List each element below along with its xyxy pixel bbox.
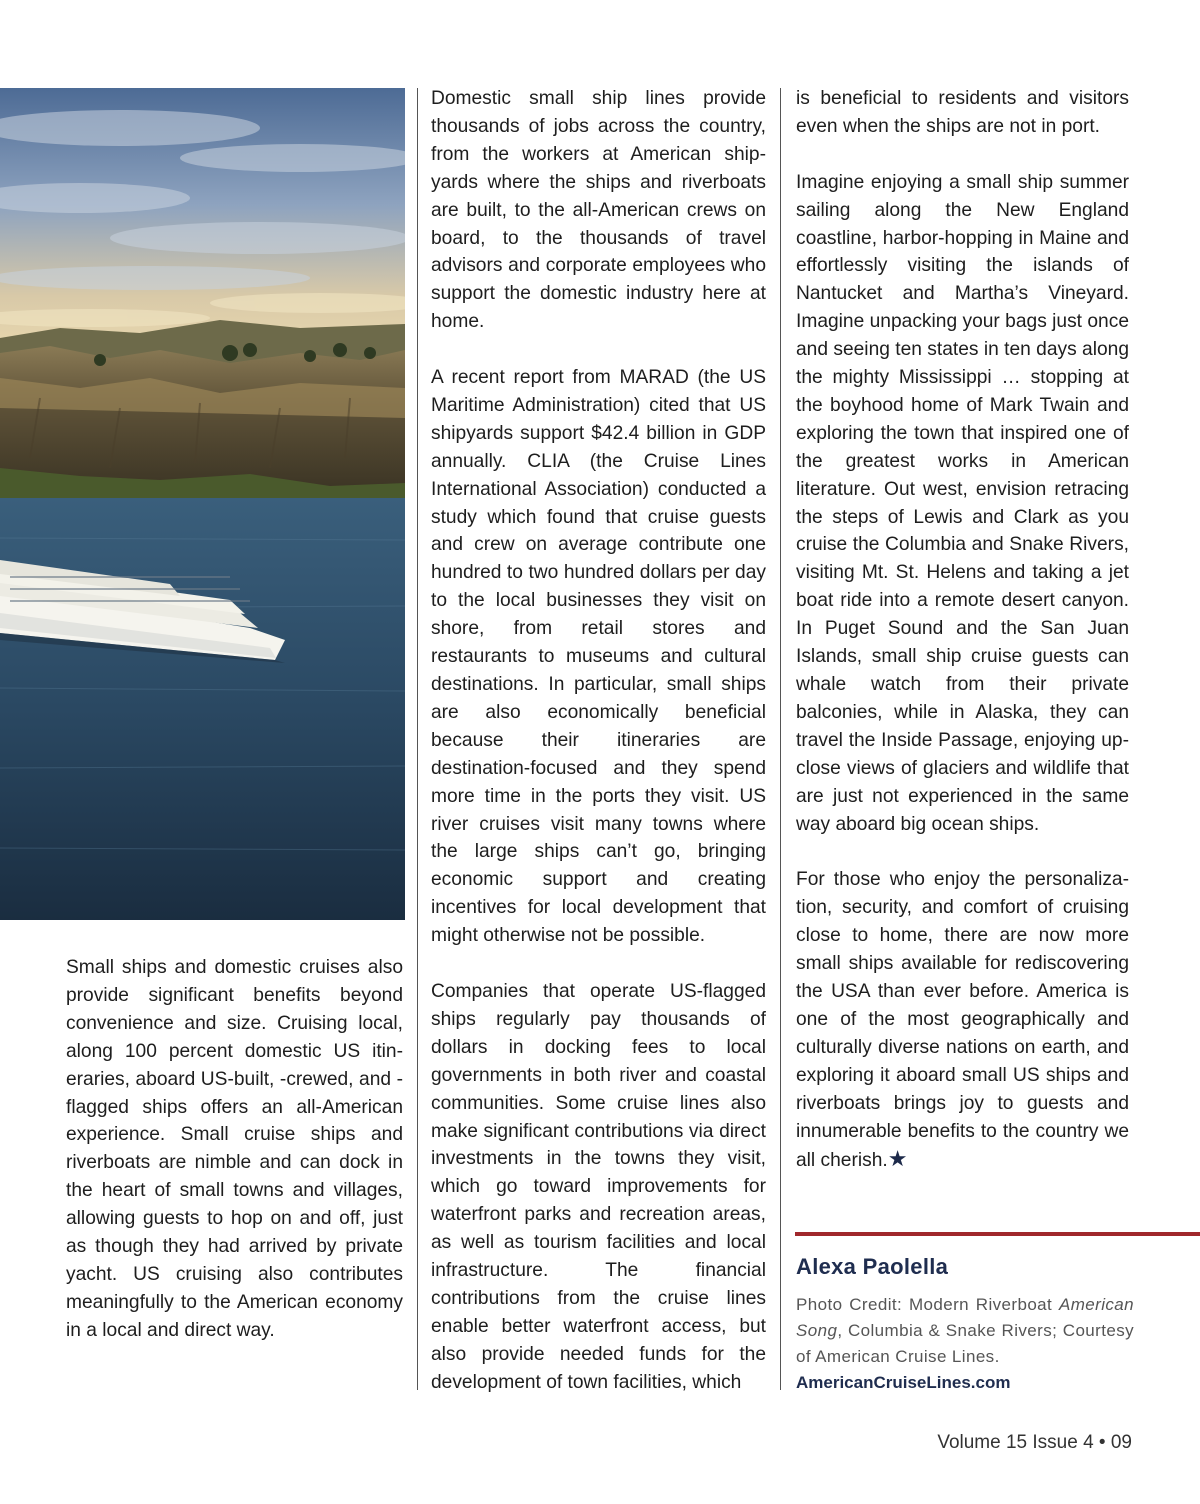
article-column-3	[796, 85, 1129, 1175]
author-name: Alexa Paolella	[796, 1254, 949, 1279]
byline-divider	[795, 1232, 1200, 1236]
paragraph-final	[796, 866, 1129, 1175]
website-link[interactable]: AmericanCruiseLines.com	[796, 1373, 1011, 1392]
paragraph: A recent report from MARAD (the US Maritime Administration) cited that US shipyards support $42.4 billion in GDP annually. CLIA (the Cruise Lines International Association) conducted a study which found that cruise guests and crew on average contribute one hundred to two hundred dollars per day to the local businesses they visit on shore, from retail stores and restaurants to museums and cultural destinations. In particular, small ships are also economically beneficial because their itineraries are destination-focused and they spend more time in the ports they visit. US river cruises visit many towns where the large ships can’t go, bringing economic support and creating incentives for local development that might otherwise not be possible.	[431, 367, 766, 947]
star-icon: ★	[887, 1146, 908, 1172]
credit-ship-name: American Song	[796, 1295, 1134, 1340]
paragraph: is beneficial to residents and visitors even when the ships are not in port.	[796, 88, 1129, 137]
photo-credit	[796, 1292, 1134, 1396]
article-column-1	[66, 954, 403, 1345]
paragraph: Imagine enjoying a small ship summer sailing along the New England coastline, harbor-hopping in Maine and effortlessly visiting the islands of Nantucket and Martha’s Vineyard. Imagine unpacking your bags just once and seeing ten states in ten days along the mighty Mississippi … stopping at the boyhood home of Mark Twain and exploring the town that inspired one of the greatest works in American literature. Out west, envision retracing the steps of Lewis and Clark as you cruise the Columbia and Snake Rivers, visiting Mt. St. Helens and taking a jet boat ride into a remote desert canyon. In Puget Sound and the San Juan Islands, small ship cruise guests can whale watch from their private balconies, while in Alaska, they can travel the Inside Passage, enjoying up-close views of glaciers and wildlife that are just not experienced in the same way aboard big ocean ships.	[796, 171, 1129, 835]
credit-prefix: Photo Credit: Modern Riverboat	[796, 1295, 1059, 1314]
credit-rest: , Columbia & Snake Rivers; Courtesy of American Cruise Lines.	[796, 1321, 1134, 1366]
paragraph: Domestic small ship lines provide thousands of jobs across the country, from the workers at American shipyards where the ships and riverboats are built, to the all-American crews on board, to the thousands of travel advisors and corporate employees who support the domestic industry here at home.	[431, 88, 766, 333]
paragraph: Companies that operate US-flagged ships regularly pay thousands of dollars in docking fees to local governments in both river and coastal communities. Some cruise lines also make significant contributions via direct investments in the towns they visit, which go toward improvements for waterfront parks and recreation areas, as well as tourism facilities and local infrastructure. The financial contributions from the cruise lines enable better waterfront access, but also provide needed funds for the development of town facilities, which	[431, 980, 766, 1393]
page-footer: Volume 15 Issue 4 • 09	[937, 1432, 1132, 1453]
paragraph-text: For those who enjoy the personalization, security, and comfort of cruising close to home, there are now more small ships available for rediscovering the USA than ever before. America is one of the most geographically and culturally diverse nations on earth, and exploring it aboard small US ships and riverboats brings joy to guests and innumerable benefits to the country we all cherish.	[796, 869, 1129, 1172]
paragraph: Small ships and domestic cruises also provide significant benefits beyond convenience and size. Cruising local, along 100 percent domestic US itineraries, aboard US-built, -crewed, and -flagged ships offers an all-American experience. Small cruise ships and riverboats are nimble and can dock in the heart of small towns and villages, allowing guests to hop on and off, just as though they had arrived by private yacht. US cruising also contributes meaningfully to the American economy in a local and direct way.	[66, 957, 403, 1341]
riverboat-photo-illustration	[0, 88, 405, 920]
riverboat-photo	[0, 88, 405, 920]
column-divider	[780, 88, 781, 1390]
article-column-2	[431, 85, 766, 1397]
column-divider	[417, 88, 418, 1390]
